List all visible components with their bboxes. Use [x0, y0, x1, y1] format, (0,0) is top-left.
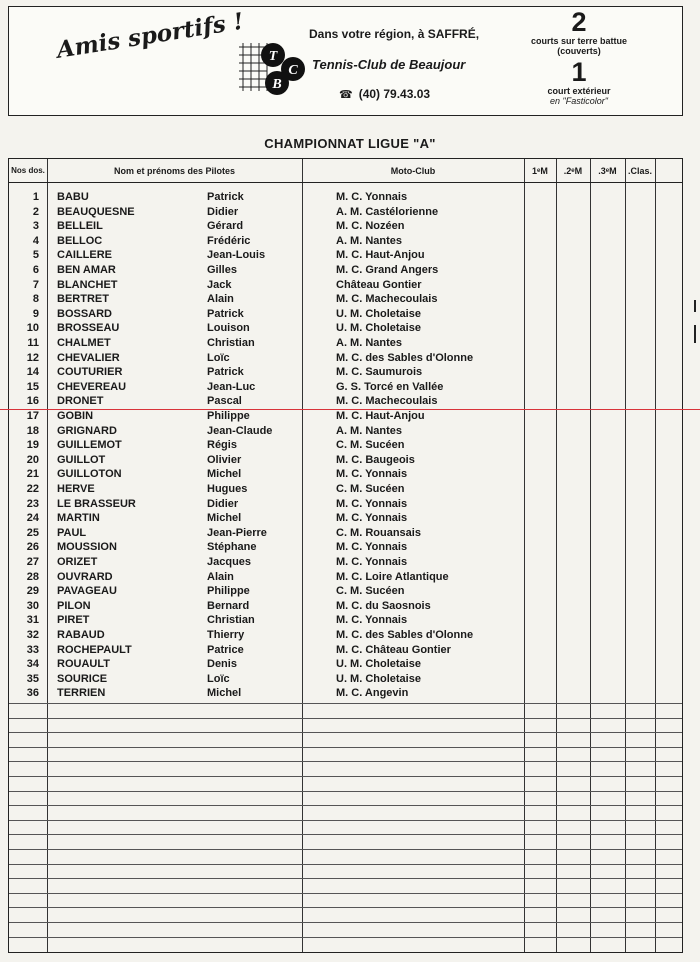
row-firstname: Denis: [207, 658, 237, 671]
row-surname: LE BRASSEUR: [57, 497, 136, 510]
row-number: 33: [26, 643, 39, 656]
row-number: 2: [32, 205, 39, 218]
ruled-line: [9, 922, 682, 923]
row-number: 16: [26, 395, 39, 408]
separator-line: [0, 409, 700, 410]
row-club: M. C. des Sables d'Olonne: [336, 351, 474, 364]
row-firstname: Gérard: [207, 220, 244, 233]
row-number: 24: [26, 512, 39, 525]
row-surname: CAILLERE: [57, 249, 112, 262]
header-rule: [9, 182, 682, 183]
table-row: [9, 555, 684, 570]
binding-mark: [694, 325, 696, 343]
row-firstname: Loïc: [207, 351, 230, 364]
row-surname: OUVRARD: [57, 570, 113, 583]
ad-slogan: Amis sportifs !: [54, 7, 246, 64]
row-club: M. C. Yonnais: [336, 497, 408, 510]
ad-club-name: Tennis-Club de Beaujour: [312, 57, 466, 72]
courts-covered-count: 2: [571, 7, 587, 37]
row-surname: COUTURIER: [57, 366, 123, 379]
table-row: [9, 190, 684, 205]
ruled-line: [9, 747, 682, 748]
row-surname: GRIGNARD: [57, 424, 117, 437]
ruled-line: [9, 893, 682, 894]
table-row: [9, 526, 684, 541]
row-surname: GUILLOT: [57, 453, 106, 466]
table-row: [9, 438, 684, 453]
row-surname: PAVAGEAU: [57, 585, 117, 598]
row-club: A. M. Nantes: [336, 234, 403, 247]
ruled-line: [9, 761, 682, 762]
row-firstname: Frédéric: [207, 234, 251, 247]
table-row: [9, 643, 684, 658]
row-surname: GUILLOTON: [57, 468, 122, 481]
row-firstname: Olivier: [207, 453, 242, 466]
row-club: M. C. Haut-Anjou: [336, 410, 425, 422]
row-surname: PAUL: [57, 526, 87, 539]
row-surname: MARTIN: [57, 512, 100, 525]
table-row: [9, 453, 684, 468]
row-surname: GOBIN: [57, 410, 94, 422]
row-surname: BELLEIL: [57, 220, 103, 233]
ruled-line: [9, 820, 682, 821]
courts-outdoor-text: court extérieur: [547, 86, 611, 96]
ruled-line: [9, 878, 682, 879]
ruled-line: [9, 732, 682, 733]
row-club: A. M. Nantes: [336, 424, 403, 437]
ruled-line: [9, 834, 682, 835]
row-firstname: Michel: [207, 687, 242, 700]
row-number: 4: [32, 234, 39, 247]
row-firstname: Philippe: [207, 585, 250, 598]
row-number: 5: [32, 249, 39, 262]
row-surname: BOSSARD: [57, 307, 113, 320]
row-firstname: Hugues: [207, 483, 248, 495]
row-surname: BEAUQUESNE: [57, 205, 135, 218]
row-number: 36: [26, 687, 39, 700]
row-number: 17: [26, 410, 39, 422]
telephone-icon: ☎: [339, 89, 353, 101]
table-row: [9, 482, 684, 497]
table-row: [9, 351, 684, 366]
header-round-2: .2ᵉM: [563, 165, 583, 176]
row-firstname: Patrick: [207, 366, 244, 379]
row-firstname: Jack: [207, 278, 232, 291]
row-number: 12: [26, 351, 39, 364]
row-club: C. M. Rouansais: [336, 526, 421, 539]
table-row: [9, 307, 684, 322]
row-firstname: Louison: [207, 322, 250, 335]
header-round-1: 1ᵉM: [532, 165, 548, 176]
row-firstname: Michel: [207, 512, 242, 525]
row-number: 32: [26, 629, 39, 641]
row-club: A. M. Nantes: [336, 337, 403, 349]
row-number: 11: [27, 337, 39, 349]
row-number: 35: [26, 672, 39, 685]
row-firstname: Jean-Pierre: [207, 526, 267, 539]
row-firstname: Didier: [207, 205, 239, 218]
table-row: [9, 234, 684, 249]
table-row: [9, 292, 684, 307]
ruled-line: [9, 849, 682, 850]
row-surname: MOUSSION: [57, 541, 117, 554]
row-firstname: Alain: [207, 570, 234, 583]
table-row: [9, 511, 684, 526]
row-number: 9: [32, 307, 39, 320]
courts-outdoor-count: 1: [571, 57, 587, 87]
row-firstname: Stéphane: [207, 541, 257, 554]
row-number: 18: [26, 424, 39, 437]
row-club: A. M. Castélorienne: [336, 205, 439, 218]
row-club: G. S. Torcé en Vallée: [336, 380, 444, 393]
row-club: U. M. Choletaise: [336, 658, 421, 671]
row-firstname: Jean-Claude: [207, 424, 273, 437]
ruled-line: [9, 703, 682, 704]
row-firstname: Pascal: [207, 395, 242, 408]
row-number: 23: [26, 497, 39, 510]
row-club: U. M. Choletaise: [336, 322, 421, 335]
table-row: [9, 278, 684, 293]
row-firstname: Bernard: [207, 599, 250, 612]
row-number: 31: [26, 614, 39, 627]
courts-covered-text: courts sur terre battue: [530, 36, 628, 46]
header-classement: .Clas.: [627, 165, 652, 176]
row-club: M. C. Loire Atlantique: [336, 570, 449, 583]
table-row: [9, 205, 684, 220]
ruled-line: [9, 907, 682, 908]
table-row: [9, 686, 684, 701]
logo-letter-c: C: [288, 63, 298, 78]
courts-covered-note: (couverts): [557, 46, 601, 56]
ruled-line: [9, 791, 682, 792]
row-firstname: Christian: [207, 337, 255, 349]
row-surname: RABAUD: [57, 629, 105, 641]
row-firstname: Loïc: [207, 672, 230, 685]
row-surname: ROUAULT: [57, 658, 110, 671]
header-name: Nom et prénoms des Pilotes: [113, 165, 236, 176]
row-surname: BEN AMAR: [57, 264, 116, 276]
row-surname: HERVE: [57, 483, 95, 495]
row-surname: BROSSEAU: [57, 322, 120, 335]
row-club: M. C. Yonnais: [336, 556, 408, 568]
ruled-line: [9, 718, 682, 719]
row-surname: BLANCHET: [57, 278, 118, 291]
table-row: [9, 380, 684, 395]
row-firstname: Jean-Louis: [207, 249, 266, 262]
row-firstname: Didier: [207, 497, 239, 510]
row-number: 27: [26, 556, 39, 568]
table-row: [9, 365, 684, 380]
header-round-3: .3ᵉM: [598, 165, 617, 176]
row-surname: CHEVEREAU: [57, 380, 127, 393]
logo-letter-t: T: [268, 49, 278, 64]
row-surname: BABU: [57, 191, 89, 203]
table-row: [9, 584, 684, 599]
header-club: Moto-Club: [390, 165, 436, 176]
row-club: M. C. Yonnais: [336, 468, 408, 481]
row-firstname: Michel: [207, 468, 242, 481]
ad-phone: [339, 87, 430, 101]
row-number: 22: [26, 483, 39, 495]
row-surname: ORIZET: [57, 556, 98, 568]
row-firstname: Thierry: [207, 629, 245, 641]
row-surname: PIRET: [57, 614, 90, 627]
table-row: [9, 394, 684, 409]
row-firstname: Jean-Luc: [207, 380, 256, 393]
row-number: 21: [26, 468, 39, 481]
tcb-logo: [237, 37, 307, 99]
row-club: M. C. Yonnais: [336, 541, 408, 554]
courts-outdoor-surface: en "Fasticolor": [550, 96, 608, 106]
row-number: 34: [26, 658, 39, 671]
ad-region: Dans votre région, à SAFFRÉ,: [309, 27, 480, 41]
header-number: Nos dos.: [11, 165, 45, 175]
ruled-line: [9, 776, 682, 777]
tennis-club-ad: [8, 6, 683, 116]
table-row: [9, 672, 684, 687]
row-number: 30: [26, 599, 39, 612]
row-number: 28: [26, 570, 39, 583]
table-row: [9, 263, 684, 278]
row-club: M. C. Nozéen: [336, 220, 405, 233]
ad-courts: [529, 9, 629, 106]
row-club: M. C. Machecoulais: [336, 395, 438, 408]
table-row: [9, 409, 684, 424]
row-surname: DRONET: [57, 395, 104, 408]
row-club: M. C. Haut-Anjou: [336, 249, 425, 262]
row-club: M. C. Yonnais: [336, 512, 408, 525]
row-club: C. M. Sucéen: [336, 483, 405, 495]
row-club: M. C. Machecoulais: [336, 293, 438, 306]
row-club: M. C. Saumurois: [336, 366, 423, 379]
row-number: 6: [32, 264, 39, 276]
results-table: [8, 158, 683, 953]
row-number: 14: [26, 366, 39, 379]
row-surname: CHEVALIER: [57, 351, 120, 364]
row-number: 26: [26, 541, 39, 554]
row-surname: CHALMET: [57, 337, 111, 349]
ruled-line: [9, 805, 682, 806]
row-surname: BERTRET: [57, 293, 109, 306]
table-row: [9, 336, 684, 351]
table-row: [9, 497, 684, 512]
row-number: 15: [26, 380, 39, 393]
row-club: M. C. du Saosnois: [336, 599, 431, 612]
row-club: M. C. Baugeois: [336, 453, 415, 466]
table-row: [9, 628, 684, 643]
row-firstname: Christian: [207, 614, 255, 627]
table-row: [9, 613, 684, 628]
table-row: [9, 599, 684, 614]
row-club: M. C. Château Gontier: [336, 643, 451, 656]
table-row: [9, 540, 684, 555]
row-number: 29: [26, 585, 39, 598]
row-club: M. C. des Sables d'Olonne: [336, 629, 474, 641]
row-number: 10: [26, 322, 39, 335]
row-club: M. C. Angevin: [336, 687, 409, 700]
row-club: C. M. Sucéen: [336, 439, 405, 452]
row-firstname: Régis: [207, 439, 237, 452]
row-surname: BELLOC: [57, 234, 103, 247]
row-firstname: Patrice: [207, 643, 244, 656]
row-club: U. M. Choletaise: [336, 307, 421, 320]
row-club: U. M. Choletaise: [336, 672, 421, 685]
row-firstname: Jacques: [207, 556, 252, 568]
row-number: 20: [26, 453, 39, 466]
table-row: [9, 657, 684, 672]
row-club: C. M. Sucéen: [336, 585, 405, 598]
row-club: M. C. Grand Angers: [336, 264, 439, 276]
row-number: 8: [32, 293, 39, 306]
table-row: [9, 424, 684, 439]
binding-mark: [694, 300, 696, 312]
row-club: M. C. Yonnais: [336, 614, 408, 627]
logo-letter-b: B: [272, 77, 282, 92]
row-firstname: Patrick: [207, 307, 244, 320]
row-surname: ROCHEPAULT: [57, 643, 132, 656]
row-number: 3: [32, 220, 39, 233]
row-number: 25: [26, 526, 39, 539]
row-firstname: Alain: [207, 293, 234, 306]
ad-phone-number: (40) 79.43.03: [358, 87, 431, 101]
row-firstname: Gilles: [207, 264, 237, 276]
row-firstname: Patrick: [207, 191, 244, 203]
row-number: 19: [26, 439, 39, 452]
row-club: M. C. Yonnais: [336, 191, 408, 203]
ruled-line: [9, 864, 682, 865]
row-number: 1: [32, 191, 39, 203]
row-surname: PILON: [57, 599, 91, 612]
table-row: [9, 248, 684, 263]
row-club: Château Gontier: [336, 278, 422, 291]
row-surname: TERRIEN: [57, 687, 106, 700]
page-title: CHAMPIONNAT LIGUE "A": [264, 136, 436, 151]
row-surname: GUILLEMOT: [57, 439, 122, 452]
table-row: [9, 219, 684, 234]
ruled-line: [9, 937, 682, 938]
row-number: 7: [32, 278, 39, 291]
row-surname: SOURICE: [57, 672, 108, 685]
table-row: [9, 570, 684, 585]
table-row: [9, 467, 684, 482]
row-firstname: Philippe: [207, 410, 250, 422]
table-row: [9, 321, 684, 336]
